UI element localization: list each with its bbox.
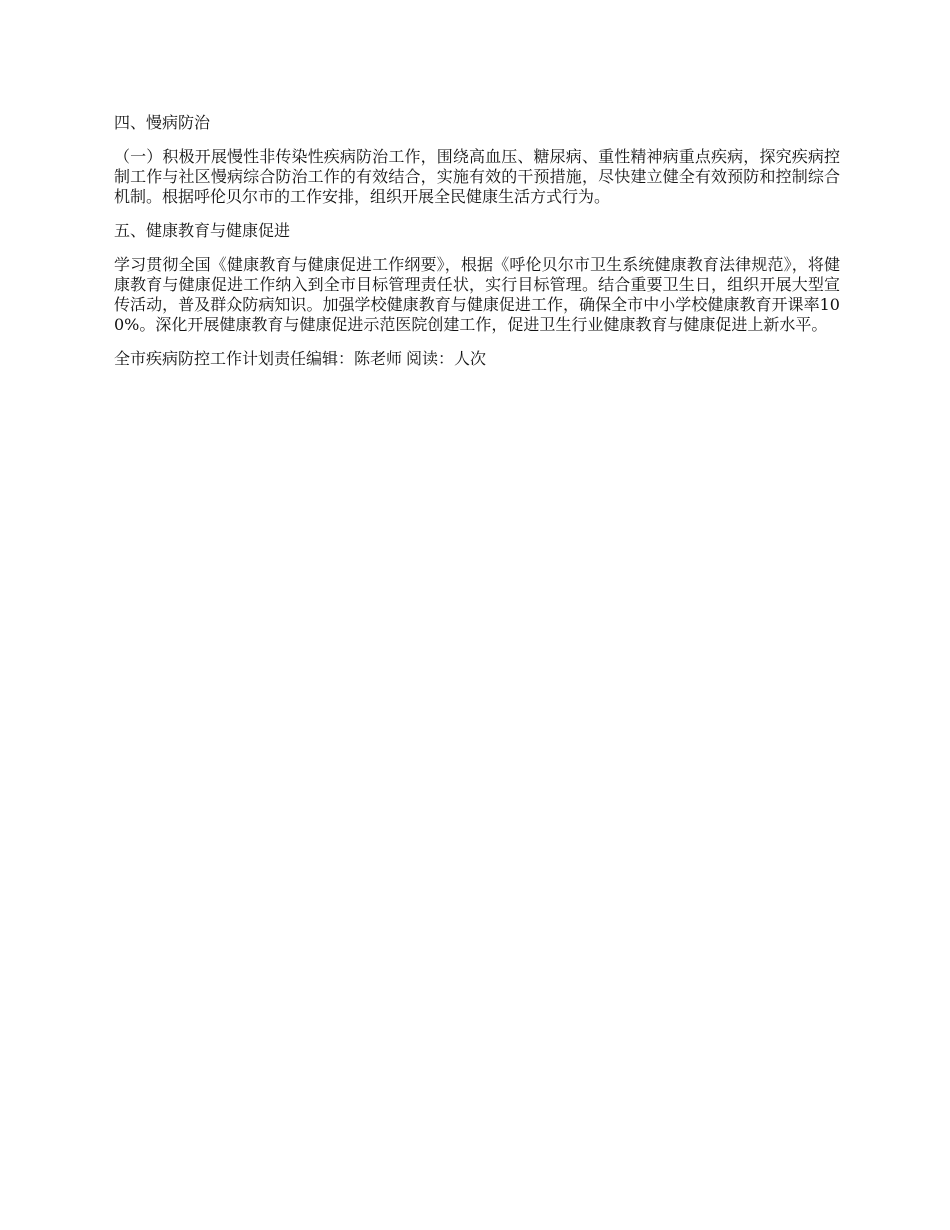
footer-editor: 全市疾病防控工作计划责任编辑：陈老师 — [114, 349, 403, 368]
footer-read-count: 阅读：人次 — [406, 349, 487, 368]
paragraph-chronic-disease: （一）积极开展慢性非传染性疾病防治工作，围绕高血压、糖尿病、重性精神病重点疾病，探究疾病控制工作与社区慢病综合防治工作的有效结合，实施有效的干预措施，尽快建立健全有效预防和控制综合机制。根据呼伦贝尔市的工作安排，组织开展全民健康生活方式行为。 — [114, 147, 840, 206]
section-heading-health-education: 五、健康教育与健康促进 — [114, 221, 291, 240]
footer-line — [114, 349, 840, 369]
section-heading-chronic-disease: 四、慢病防治 — [114, 113, 211, 132]
document-body — [114, 113, 840, 369]
paragraph-health-education: 学习贯彻全国《健康教育与健康促进工作纲要》，根据《呼伦贝尔市卫生系统健康教育法律规范》，将健康教育与健康促进工作纳入到全市目标管理责任状，实行目标管理。结合重要卫生日，组织开展大型宣传活动，普及群众防病知识。加强学校健康教育与健康促进工作，确保全市中小学校健康教育开课率100%。深化开展健康教育与健康促进示范医院创建工作，促进卫生行业健康教育与健康促进上新水平。 — [114, 255, 840, 334]
